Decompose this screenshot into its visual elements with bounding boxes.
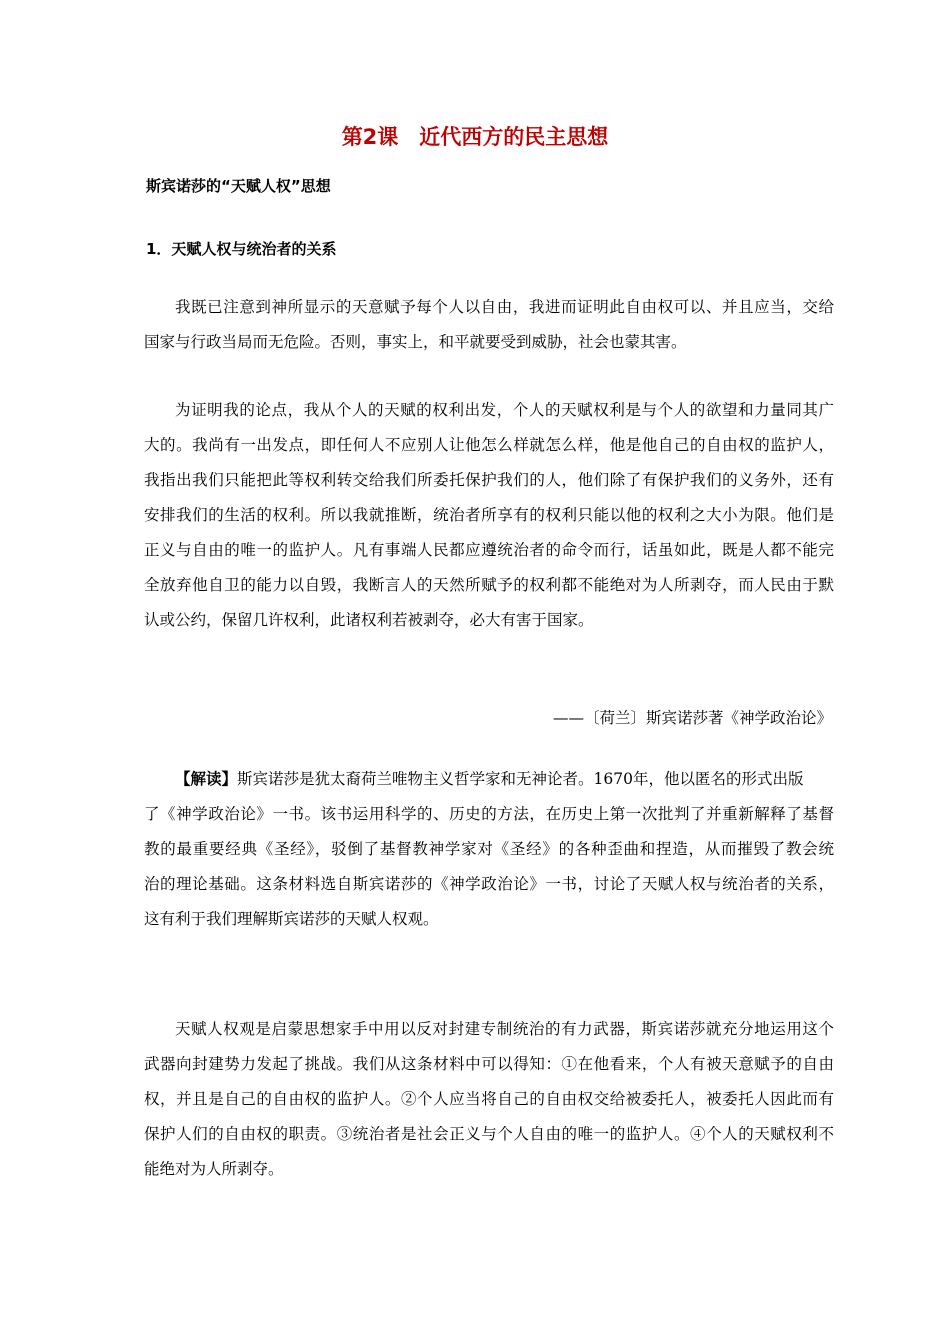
paragraph-text: 斯宾诺莎是犹太裔荷兰唯物主义哲学家和无神论者。1670年，他以匿名的形式出版 (237, 770, 804, 788)
paragraph-line: 认或公约，保留几许权利，此诸权利若被剥夺，必大有害于国家。 (144, 611, 594, 629)
paragraph-line: 保护人们的自由权的职责。③统治者是社会正义与个人自由的唯一的监护人。④个人的天赋权利不 (144, 1125, 834, 1143)
quote-source: ——〔荷兰〕斯宾诺莎著《神学政治论》 (552, 709, 832, 727)
paragraph-line: 这有利于我们理解斯宾诺莎的天赋人权观。 (144, 910, 439, 928)
section-heading: 斯宾诺莎的“天赋人权”思想 (146, 177, 331, 195)
analysis-paragraph (144, 1012, 834, 1187)
paragraph-line: 国家与行政当局而无危险。否则，事实上，和平就要受到威胁，社会也蒙其害。 (144, 333, 687, 351)
paragraph-line: 我既已注意到神所显示的天意赋予每个人以自由，我进而证明此自由权可以、并且应当，交给 (175, 298, 834, 316)
paragraph-line: 正义与自由的唯一的监护人。凡有事端人民都应遵统治者的命令而行，话虽如此，既是人都不能完 (144, 541, 834, 559)
interpretation-paragraph (144, 762, 834, 937)
paragraph-line: 我指出我们只能把此等权利转交给我们所委托保护我们的人，他们除了有保护我们的义务外，还有 (144, 471, 834, 489)
paragraph-line: 武器向封建势力发起了挑战。我们从这条材料中可以得知：①在他看来，个人有被天意赋予的自由 (144, 1055, 834, 1073)
paragraph-line: 能绝对为人所剥夺。 (144, 1160, 284, 1178)
quote-paragraph-2 (144, 393, 834, 638)
paragraph-line: 天赋人权观是启蒙思想家手中用以反对封建专制统治的有力武器，斯宾诺莎就充分地运用这个 (175, 1020, 834, 1038)
subheading: 1．天赋人权与统治者的关系 (146, 240, 337, 258)
paragraph-line: 为证明我的论点，我从个人的天赋的权利出发，个人的天赋权利是与个人的欲望和力量同其广 (175, 401, 834, 419)
paragraph-line: 权，并且是自己的自由权的监护人。②个人应当将自己的自由权交给被委托人，被委托人因此而有 (144, 1090, 834, 1108)
interpretation-label: 【解读】 (175, 770, 238, 788)
paragraph-line: 安排我们的生活的权利。所以我就推断，统治者所享有的权利只能以他的权利之大小为限。他们是 (144, 506, 834, 524)
paragraph-line: 治的理论基础。这条材料选自斯宾诺莎的《神学政治论》一书，讨论了天赋人权与统治者的关系， (144, 875, 834, 893)
paragraph-line: 教的最重要经典《圣经》，驳倒了基督教神学家对《圣经》的各种歪曲和捏造，从而摧毁了教会统 (144, 840, 834, 858)
paragraph-line (144, 762, 834, 797)
page-title: 第2课 近代西方的民主思想 (341, 125, 609, 149)
quote-paragraph-1 (144, 290, 834, 360)
paragraph-line: 大的。我尚有一出发点，即任何人不应别人让他怎么样就怎么样，他是他自己的自由权的监护人， (144, 436, 834, 454)
paragraph-line: 全放弃他自卫的能力以自毁，我断言人的天然所赋予的权利都不能绝对为人所剥夺，而人民由于默 (144, 576, 834, 594)
paragraph-line: 了《神学政治论》一书。该书运用科学的、历史的方法，在历史上第一次批判了并重新解释了基督 (144, 805, 834, 823)
